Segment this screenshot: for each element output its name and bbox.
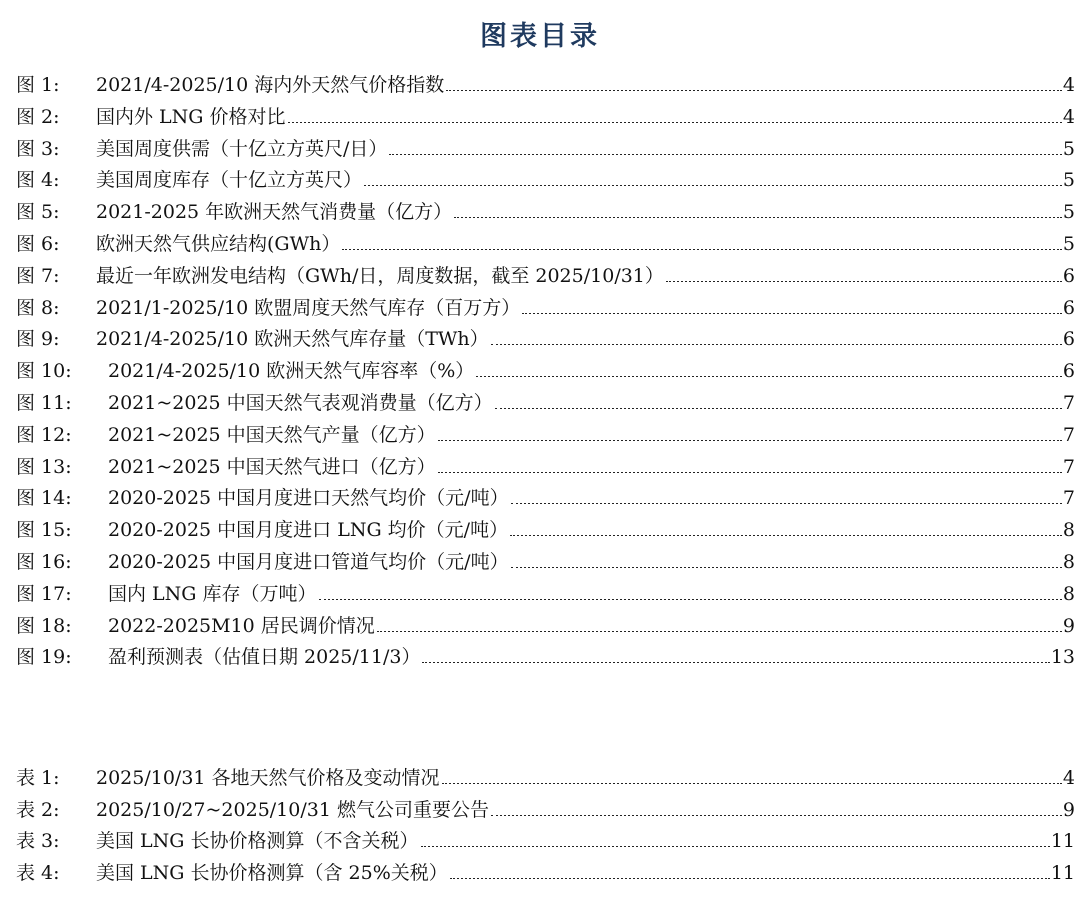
dot-leader [389,154,1062,155]
figure-number: 图 6: [16,232,60,255]
figure-number: 图 5: [16,201,60,224]
figure-caption: 2021/4-2025/10 欧洲天然气库容率（%） [108,360,475,383]
figure-number: 图 10: [16,360,72,383]
dot-leader [422,662,1049,663]
table-page-number: 9 [1062,798,1075,821]
figure-entry[interactable] [16,293,1075,325]
dot-leader [510,535,1062,536]
figure-page-number: 7 [1062,487,1075,510]
dot-leader [666,281,1062,282]
figure-entry[interactable] [16,547,1075,579]
figure-caption: 2021/4-2025/10 欧洲天然气库存量（TWh） [96,328,489,351]
dot-leader [476,376,1062,377]
dot-leader [511,503,1062,504]
dot-leader [288,122,1062,123]
figure-entry[interactable] [16,261,1075,293]
figure-entry[interactable] [16,197,1075,229]
figure-number: 图 19: [16,646,72,669]
figure-page-number: 13 [1050,646,1075,669]
figure-number: 图 8: [16,296,60,319]
figure-caption: 美国周度库存（十亿立方英尺） [96,169,363,192]
figure-number: 图 17: [16,582,72,605]
figure-number: 图 4: [16,169,60,192]
figure-caption: 2021~2025 中国天然气进口（亿方） [108,455,436,478]
figure-list [16,70,1075,674]
figure-caption: 美国周度供需（十亿立方英尺/日） [96,137,388,160]
figure-page-number: 6 [1062,296,1075,319]
table-number: 表 3: [16,830,60,852]
figure-page-number: 7 [1062,455,1075,478]
figure-page-number: 8 [1062,582,1075,605]
figure-caption: 2021~2025 中国天然气产量（亿方） [108,423,436,446]
figure-number: 图 13: [16,455,72,478]
figure-number: 图 16: [16,550,72,573]
table-page-number: 11 [1050,861,1075,884]
figure-number: 图 2: [16,105,60,128]
figure-number: 图 7: [16,264,60,287]
figure-page-number: 8 [1062,519,1075,542]
table-caption: 2025/10/31 各地天然气价格及变动情况 [96,767,440,789]
dot-leader [495,408,1062,409]
figure-caption: 2021/4-2025/10 海内外天然气价格指数 [96,74,445,96]
figure-entry[interactable] [16,134,1075,166]
figure-page-number: 4 [1062,74,1075,96]
table-list [16,763,1075,889]
dot-leader [342,249,1062,250]
figure-entry[interactable] [16,579,1075,611]
figure-entry[interactable] [16,420,1075,452]
page-title: 图表目录 [480,21,600,52]
table-number: 表 4: [16,861,60,884]
figure-page-number: 6 [1062,328,1075,351]
figure-entry[interactable] [16,611,1075,643]
figure-entry[interactable] [16,356,1075,388]
figure-entry[interactable] [16,102,1075,134]
figure-entry[interactable] [16,229,1075,261]
dot-leader [511,567,1062,568]
figure-entry[interactable] [16,165,1075,197]
table-number: 表 2: [16,798,60,821]
dot-leader [491,344,1062,345]
figure-entry[interactable] [16,642,1075,674]
dot-leader [319,599,1062,600]
table-caption: 美国 LNG 长协价格测算（含 25%关税） [96,861,448,884]
table-caption: 2025/10/27~2025/10/31 燃气公司重要公告 [96,798,489,821]
figure-page-number: 9 [1062,614,1075,637]
figure-caption: 欧洲天然气供应结构(GWh） [96,232,341,255]
figure-caption: 最近一年欧洲发电结构（GWh/日，周度数据，截至 2025/10/31） [96,264,664,287]
figure-number: 图 14: [16,487,72,510]
figure-entry[interactable] [16,324,1075,356]
figure-number: 图 11: [16,391,72,414]
figure-number: 图 15: [16,519,72,542]
figure-caption: 国内外 LNG 价格对比 [96,105,286,128]
figure-caption: 2021/1-2025/10 欧盟周度天然气库存（百万方） [96,296,521,319]
figure-page-number: 7 [1062,391,1075,414]
dot-leader [364,185,1062,186]
figure-caption: 2020-2025 中国月度进口天然气均价（元/吨） [108,487,509,510]
figure-entry[interactable] [16,388,1075,420]
figure-entry[interactable] [16,483,1075,515]
figure-page-number: 6 [1062,360,1075,383]
figure-caption: 盈利预测表（估值日期 2025/11/3） [108,646,421,669]
figure-number: 图 3: [16,137,60,160]
table-entry[interactable] [16,858,1075,890]
figure-page-number: 6 [1062,264,1075,287]
figure-caption: 2020-2025 中国月度进口管道气均价（元/吨） [108,550,509,573]
dot-leader [491,815,1062,816]
figure-number: 图 12: [16,423,72,446]
figure-number: 图 9: [16,328,60,351]
figure-page-number: 7 [1062,423,1075,446]
figure-page-number: 5 [1062,201,1075,224]
dot-leader [454,217,1062,218]
figure-page-number: 4 [1062,105,1075,128]
figure-page-number: 5 [1062,137,1075,160]
table-entry[interactable] [16,763,1075,795]
dot-leader [438,472,1062,473]
table-caption: 美国 LNG 长协价格测算（不含关税） [96,830,419,852]
figure-page-number: 8 [1062,550,1075,573]
figure-caption: 2021~2025 中国天然气表观消费量（亿方） [108,391,493,414]
figure-entry[interactable] [16,452,1075,484]
figure-number: 图 1: [16,74,60,96]
dot-leader [438,440,1062,441]
figure-caption: 2020-2025 中国月度进口 LNG 均价（元/吨） [108,519,509,542]
figure-caption: 2021-2025 年欧洲天然气消费量（亿方） [96,201,453,224]
figure-entry[interactable] [16,515,1075,547]
figure-caption: 国内 LNG 库存（万吨） [108,582,317,605]
figure-page-number: 5 [1062,232,1075,255]
figure-number: 图 18: [16,614,72,637]
dot-leader [421,846,1050,847]
figure-page-number: 5 [1062,169,1075,192]
figure-entry[interactable] [16,70,1075,102]
dot-leader [522,313,1062,314]
table-entry[interactable] [16,795,1075,827]
dot-leader [377,631,1062,632]
table-page-number: 11 [1050,830,1075,852]
dot-leader [446,90,1062,91]
dot-leader [450,878,1050,879]
figure-caption: 2022-2025M10 居民调价情况 [108,614,375,637]
table-number: 表 1: [16,767,60,789]
table-entry[interactable] [16,826,1075,858]
table-page-number: 4 [1062,767,1075,789]
dot-leader [442,783,1062,784]
